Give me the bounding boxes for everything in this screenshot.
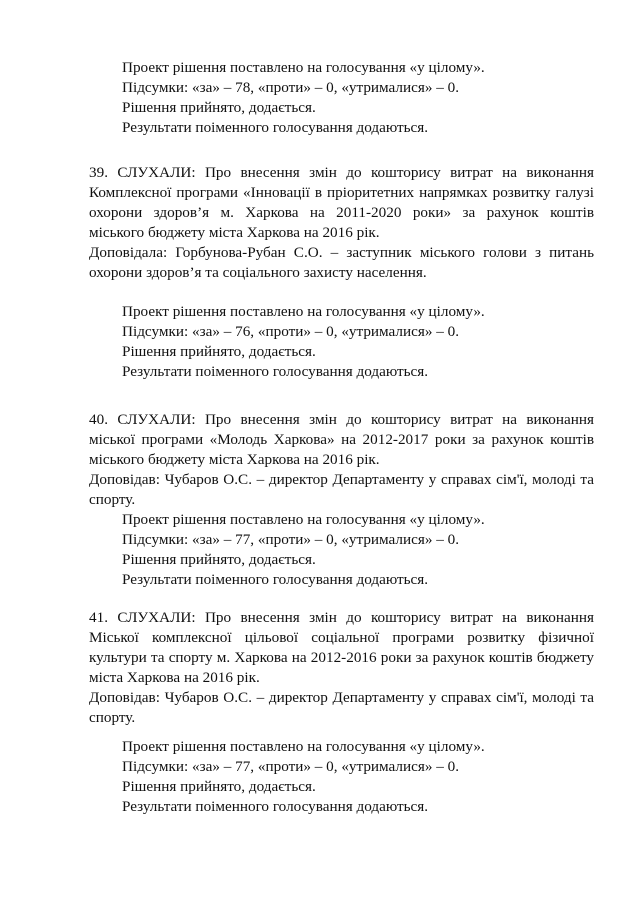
vote-line-results: Підсумки: «за» – 78, «проти» – 0, «утрималися» – 0. [122,79,460,96]
item-speaker-line: Доповідала: Горбунова-Рубан С.О. – заступник міського голови з питань [89,244,594,261]
vote-line-project: Проект рішення поставлено на голосування «у цілому». [122,303,485,320]
item-heading-line: міської програми «Молодь Харкова» на 2012-2017 роки за рахунок коштів [89,431,594,448]
vote-line-project: Проект рішення поставлено на голосування «у цілому». [122,738,485,755]
item-heading-line: міського бюджету міста Харкова на 2016 рік. [89,451,380,468]
vote-line-roll-call: Результати поіменного голосування додаються. [122,363,429,380]
vote-line-decision: Рішення прийнято, додається. [122,99,316,116]
item-heading-line: Комплексної програми «Інновації в пріоритетних напрямках розвитку галузі [89,184,594,201]
item-speaker-line: Доповідав: Чубаров О.С. – директор Департаменту у справах сім'ї, молоді та [89,689,594,706]
vote-line-decision: Рішення прийнято, додається. [122,551,316,568]
item-heading-line: міського бюджету міста Харкова на 2016 рік. [89,224,380,241]
vote-line-decision: Рішення прийнято, додається. [122,343,316,360]
vote-line-results: Підсумки: «за» – 77, «проти» – 0, «утрималися» – 0. [122,758,460,775]
item-speaker-line: спорту. [89,491,136,508]
item-heading-line: Міської комплексної цільової соціальної програми розвитку фізичної [89,629,594,646]
item-heading-line: 41. СЛУХАЛИ: Про внесення змін до кошторису витрат на виконання [89,609,594,626]
item-heading-line: міста Харкова на 2016 рік. [89,669,260,686]
vote-line-results: Підсумки: «за» – 77, «проти» – 0, «утрималися» – 0. [122,531,460,548]
item-speaker-line: охорони здоров’я та соціального захисту населення. [89,264,427,281]
item-speaker-line: Доповідав: Чубаров О.С. – директор Департаменту у справах сім'ї, молоді та [89,471,594,488]
item-heading-line: 39. СЛУХАЛИ: Про внесення змін до кошторису витрат на виконання [89,164,594,181]
vote-line-roll-call: Результати поіменного голосування додаються. [122,571,429,588]
vote-line-roll-call: Результати поіменного голосування додаються. [122,798,429,815]
item-speaker-line: спорту. [89,709,136,726]
vote-line-project: Проект рішення поставлено на голосування «у цілому». [122,59,485,76]
vote-line-project: Проект рішення поставлено на голосування «у цілому». [122,511,485,528]
vote-line-roll-call: Результати поіменного голосування додаються. [122,119,429,136]
item-heading-line: охорони здоров’я м. Харкова на 2011-2020 роки» за рахунок коштів [89,204,594,221]
vote-line-decision: Рішення прийнято, додається. [122,778,316,795]
vote-line-results: Підсумки: «за» – 76, «проти» – 0, «утрималися» – 0. [122,323,460,340]
item-heading-line: культури та спорту м. Харкова на 2012-2016 роки за рахунок коштів бюджету [89,649,594,666]
item-heading-line: 40. СЛУХАЛИ: Про внесення змін до кошторису витрат на виконання [89,411,594,428]
